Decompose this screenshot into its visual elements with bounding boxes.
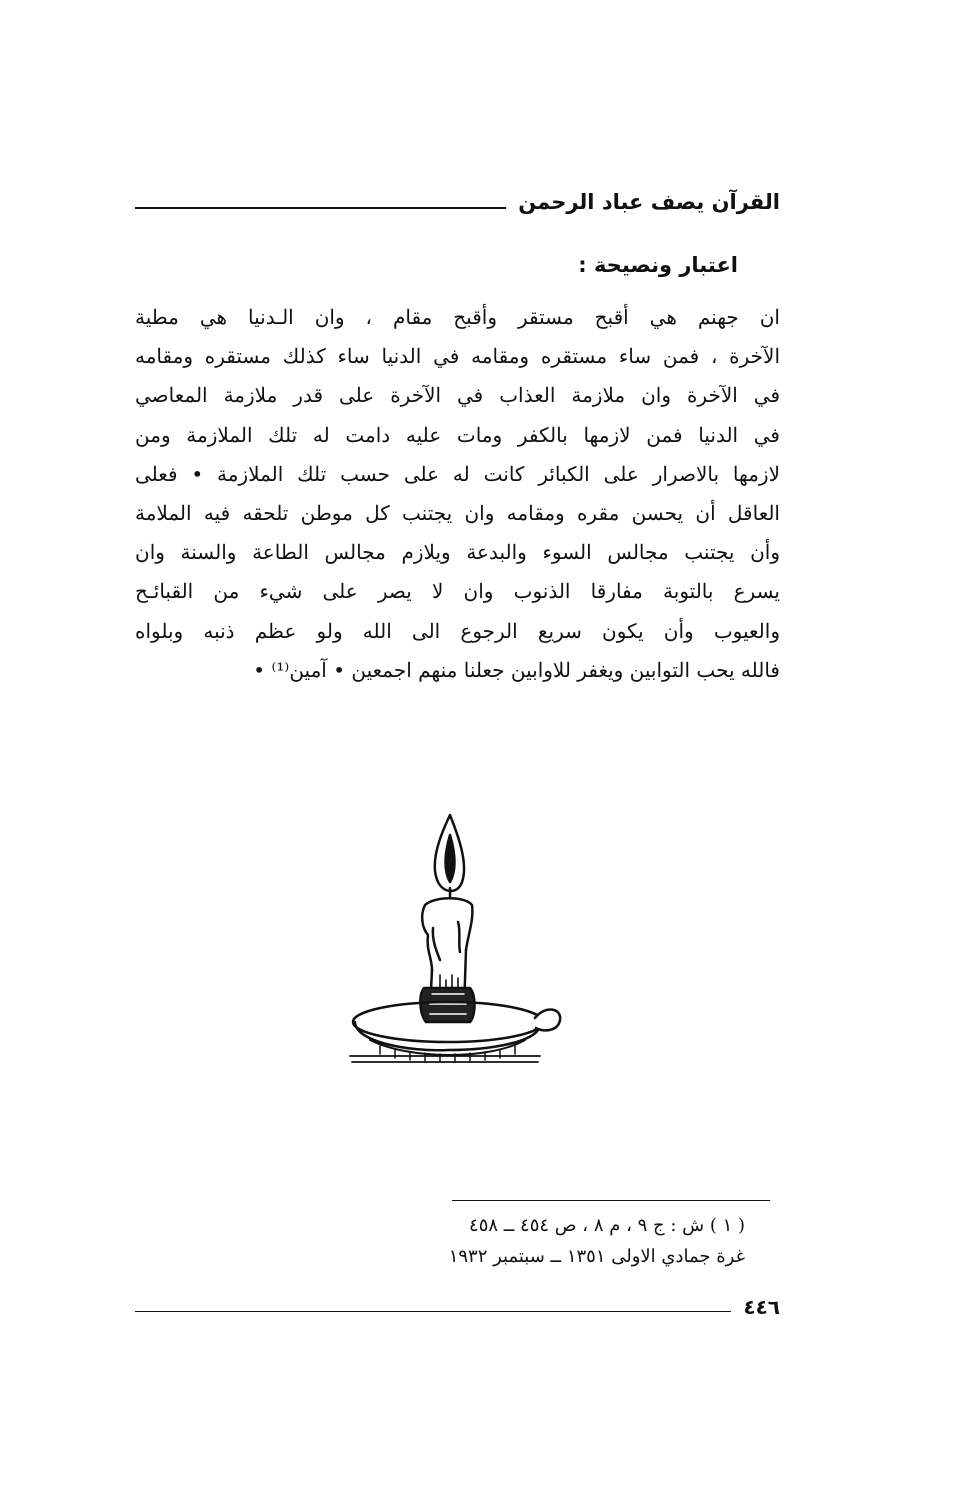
candle-illustration [340,810,565,1075]
section-heading: اعتبار ونصيحة : [578,253,738,277]
running-head [135,192,780,213]
footer-rule [135,1311,731,1312]
footnote-rule [452,1200,770,1201]
body-paragraph [135,298,780,690]
text-line: العاقل أن يحسن مقره ومقامه وان يجتنب كل موطن تلحقه فيه الملامة [135,500,780,525]
text-line: يسرع بالتوبة مفارقا الذنوب وان لا يصر على شيء من القبائـح [135,579,780,604]
page-footer [135,1297,780,1317]
text-line: الآخرة ، فمن ساء مستقره ومقامه في الدنيا ساء كذلك مستقره ومقامه [135,344,780,369]
text-line: وأن يجتنب مجالس السوء والبدعة ويلازم مجالس الطاعة والسنة وان [135,540,780,565]
running-head-title: القرآن يصف عباد الرحمن [518,190,780,214]
text-line: ان جهنم هي أقبح مستقر وأقبح مقام ، وان الـدنيا هي مطية [135,305,780,329]
running-head-rule [135,207,506,209]
footnote-citation: ( ١ ) ش : ج ٩ ، م ٨ ، ص ٤٥٤ ــ ٤٥٨ [469,1215,745,1236]
text-line: والعيوب وأن يكون سريع الرجوع الى الله ولو عظم ذنبه وبلواه [135,618,780,643]
text-line: في الدنيا فمن لازمها بالكفر ومات عليه دامت له تلك الملازمة ومن [135,422,780,447]
text-line: لازمها بالاصرار على الكبائر كانت له على حسب تلك الملازمة • فعلى [135,461,780,486]
footnote-date: غرة جمادي الاولى ١٣٥١ ــ سبتمبر ١٩٣٢ [448,1246,745,1267]
page-number: ٤٤٦ [743,1295,780,1319]
text-line: في الآخرة وان ملازمة العذاب في الآخرة على قدر ملازمة المعاصي [135,383,780,408]
text-line: فالله يحب التوابين ويغفر للاوابين جعلنا منهم اجمعين • آمين⁽¹⁾ • [253,657,780,682]
